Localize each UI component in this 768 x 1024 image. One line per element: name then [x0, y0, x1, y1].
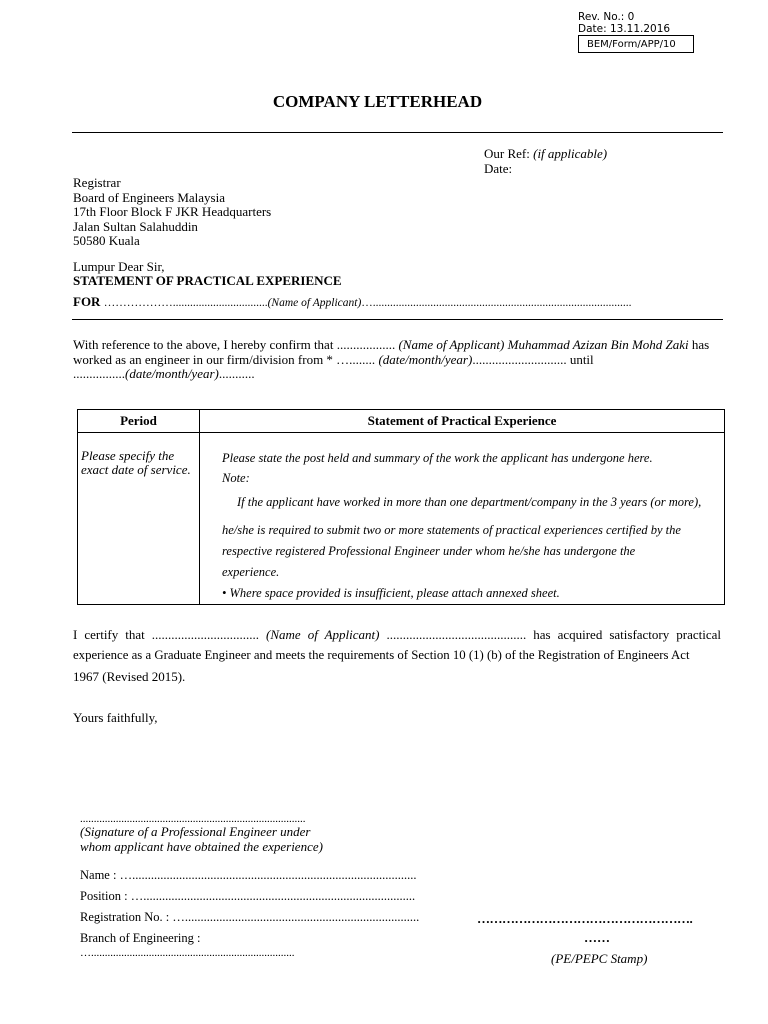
ref-date-label: Date:: [484, 160, 513, 176]
ref-text: worked as an engineer in our firm/division from * …........: [73, 351, 379, 367]
certify-text: 1967 (Revised 2015).: [73, 669, 186, 684]
certify-text: ........................................... has acquired satisfactory practical: [379, 627, 722, 642]
note-text: experience.: [222, 565, 280, 579]
signature-caption: [80, 825, 323, 854]
branch-label: Branch of Engineering :: [80, 931, 201, 945]
ref-text: ................: [73, 366, 125, 381]
note-text: If the applicant have worked in more than one department/company in the 3 years (or more),: [237, 495, 702, 509]
signature-caption-line: (Signature of a Professional Engineer under: [80, 824, 311, 839]
name-field[interactable]: Name : …...........................................................................................: [80, 868, 417, 882]
for-line: [73, 294, 632, 310]
page-title: COMPANY LETTERHEAD: [272, 92, 483, 111]
recipient-address: [73, 176, 271, 249]
note-bullet: • Where space provided is insufficient, please attach annexed sheet.: [222, 586, 560, 600]
rev-no: Rev. No.: 0: [578, 11, 635, 23]
our-ref-label: Our Ref:: [484, 146, 530, 161]
note-text: he/she is required to submit two or more statements of practical experiences certified by the: [222, 523, 681, 537]
ref-text: ...........: [218, 366, 255, 381]
address-line: Board of Engineers Malaysia: [73, 189, 225, 205]
address-line: Jalan Sultan Salahuddin: [73, 218, 198, 234]
registration-no-field[interactable]: Registration No. : …...........................................................................: [80, 910, 420, 924]
certification-paragraph: [73, 624, 721, 687]
branch-field[interactable]: …..........................................................................: [80, 947, 295, 959]
signature-line[interactable]: ..................................................................................: [80, 813, 306, 825]
note-label: Note:: [222, 471, 250, 485]
subject-divider: [72, 319, 723, 320]
signature-caption-line: whom applicant have obtained the experience): [80, 838, 323, 854]
certify-text: I certify that .................................: [73, 627, 267, 642]
address-line: 50580 Kuala: [73, 233, 140, 248]
closing: Yours faithfully,: [73, 710, 158, 725]
applicant-placeholder: (Name of Applicant): [266, 627, 380, 642]
reference-paragraph: [73, 338, 723, 382]
for-placeholder: (Name of Applicant): [267, 297, 362, 309]
stamp-dots-short: ……: [584, 930, 610, 945]
title-divider: [72, 132, 723, 133]
date-placeholder: (date/month/year): [125, 366, 219, 381]
note-text: respective registered Professional Engineer under whom he/she has undergone the: [222, 544, 636, 558]
address-line: Registrar: [73, 175, 121, 190]
ref-text: ............................. until: [472, 351, 594, 367]
rev-date: Date: 13.11.2016: [578, 23, 671, 35]
date-placeholder: (date/month/year): [378, 351, 473, 367]
stamp-dots: …………………………………………….: [477, 911, 693, 926]
applicant-name: (Name of Applicant) Muhammad Azizan Bin Mohd Zaki: [398, 337, 689, 352]
ref-block: [484, 147, 607, 176]
form-code-box: BEM/Form/APP/10: [578, 35, 694, 53]
stamp-label: (PE/PEPC Stamp): [551, 951, 648, 966]
for-dots: ……………….................................: [103, 297, 268, 309]
for-dots-trailing: …..........................................................................................: [361, 297, 632, 309]
column-header-statement: Statement of Practical Experience: [200, 410, 725, 433]
revision-info: [578, 11, 670, 35]
period-cell[interactable]: [78, 433, 200, 605]
for-label: FOR: [73, 294, 101, 309]
ref-text: With reference to the above, I hereby confirm that ..................: [73, 337, 399, 352]
subject-heading: STATEMENT OF PRACTICAL EXPERIENCE: [73, 273, 342, 288]
column-header-period: Period: [78, 410, 200, 433]
certify-text: experience as a Graduate Engineer and meets the requirements of Section 10 (1) (b) of the Registration of Engineers Act: [73, 648, 690, 662]
statement-intro: Please state the post held and summary of the work the applicant has undergone here.: [222, 451, 653, 465]
ref-text: has: [688, 337, 710, 352]
salutation: Lumpur Dear Sir,: [73, 259, 165, 274]
address-line: 17th Floor Block F JKR Headquarters: [73, 204, 272, 219]
position-field[interactable]: Position : ….......................................................................................: [80, 889, 416, 903]
period-instructions: Please specify the exact date of service.: [81, 448, 191, 477]
experience-table: [77, 409, 725, 605]
our-ref-value: (if applicable): [533, 146, 608, 161]
statement-cell[interactable]: [200, 433, 725, 605]
